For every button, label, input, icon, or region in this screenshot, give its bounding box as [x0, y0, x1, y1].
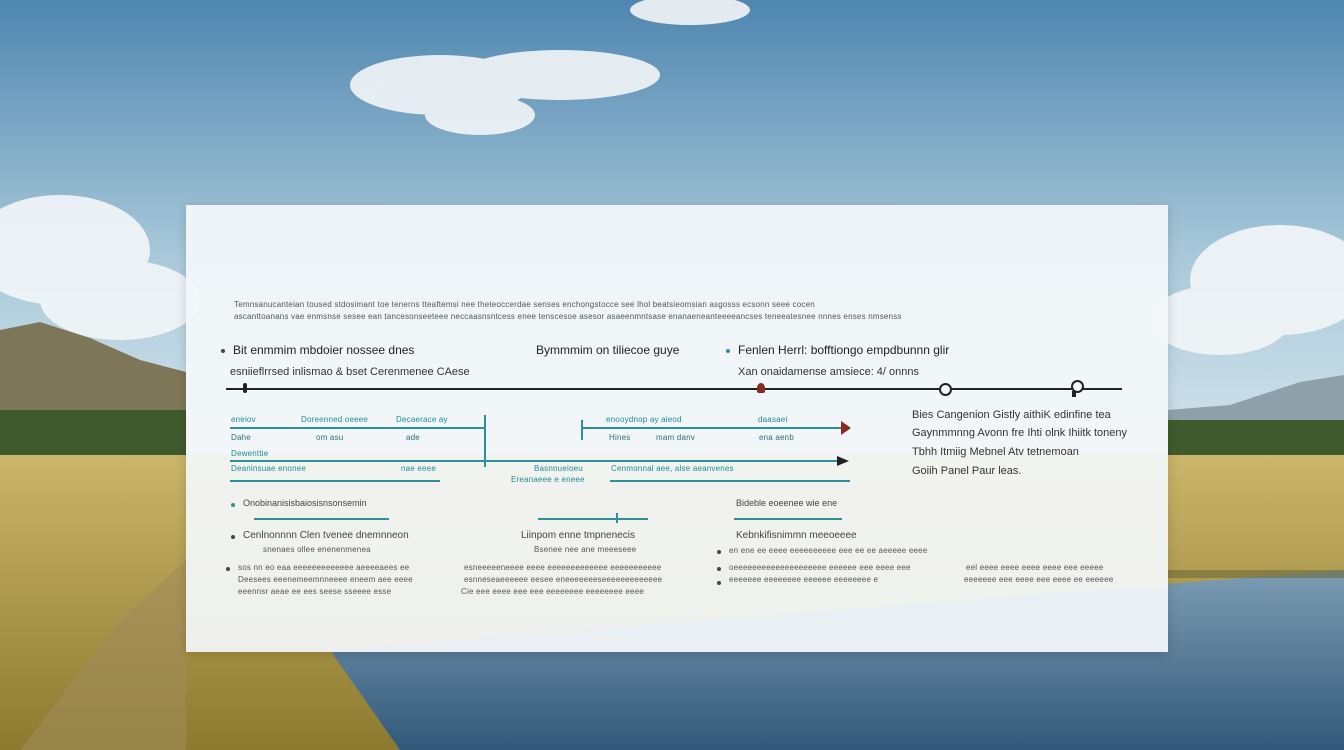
- row-label: om asu: [316, 433, 344, 442]
- timeline-start-tick: [243, 383, 247, 393]
- section-mid-text: esneeeeeneeee eeee eeeeeeeeeeeee eeeeeeeeeee: [464, 563, 662, 572]
- section-mid-text: Cie eee eeee eee eee eeeeeeee eeeeeeee eeee: [461, 587, 644, 596]
- bullet-dot: [717, 550, 721, 554]
- row-label: Hines: [609, 433, 631, 442]
- gantt-bar: [230, 427, 485, 429]
- bullet-dot: [726, 349, 730, 353]
- section-right-text: eel eeee eeee eeee eeee eee eeeee: [966, 563, 1104, 572]
- progress-bar: [254, 518, 389, 520]
- side-note-line: Bies Cangenion Gistly aithiK edinfine tea: [912, 409, 1111, 421]
- section-left-heading: Onobinanisisbaiosisnsonsemin: [243, 498, 367, 508]
- intro-line-1: Temnsanucanteian toused stdosimant toe tenerns tteaftemsi nee theteoccerdae senses enchongstocce see lhol beatsieomsian asgosss ecsonn seee cocen: [234, 300, 815, 309]
- arrow-marker-dark: [837, 456, 849, 466]
- row-label: ena aenb: [759, 433, 794, 442]
- row-label: eneiov: [231, 415, 256, 424]
- row-label: Cenmonnal aee, alse aeanvenes: [611, 464, 734, 473]
- progress-bar: [734, 518, 842, 520]
- section-right-text: eeeeeee eeeeeeee eeeeee eeeeeeee e: [729, 575, 879, 584]
- bullet-dot: [231, 535, 235, 539]
- gantt-bar: [230, 460, 840, 462]
- treeline-left: [0, 410, 186, 458]
- row-label: Dewenttie: [231, 449, 269, 458]
- side-note-line: Gaynmmnng Avonn fre Ihti olnk Ihiitk toneny: [912, 427, 1128, 439]
- row-label: Ereanaeee e eneee: [511, 475, 585, 484]
- timeline-marker-red: [757, 383, 765, 393]
- section-left-text: sos nn eo eaa eeeeeeeeeeeee aeeeeaees ee: [238, 563, 410, 572]
- bullet-dot: [717, 581, 721, 585]
- center-heading: Bymmmim on tiliecoe guye: [536, 343, 680, 357]
- bullet-dot: [226, 567, 230, 571]
- left-caption: esniieflrrsed inlismao & bset Cerenmenee CAese: [230, 366, 470, 378]
- bullet-dot: [717, 567, 721, 571]
- row-label: Basnnueioeu: [534, 464, 583, 473]
- gantt-bar: [230, 480, 440, 482]
- arrow-marker-red: [841, 421, 851, 435]
- milestone-stem: [1072, 391, 1076, 397]
- right-caption: Xan onaidamense amsiece: 4/ onnns: [738, 366, 920, 378]
- progress-tick: [616, 513, 618, 523]
- row-label: Deaninsuae enonee: [231, 464, 307, 473]
- row-label: enooydnop ay aieod: [606, 415, 682, 424]
- progress-bar: [538, 518, 648, 520]
- section-left-text: Deesees eeenemeemnneeee eneem aee eeee: [238, 575, 413, 584]
- timeline-panel: [186, 205, 1168, 652]
- section-right-heading: Bideble eoeenee wie ene: [736, 498, 838, 508]
- section-mid-sub: Bsenee nee ane meeeseee: [534, 545, 637, 554]
- intro-line-2: ascanttoanans vae enmsnse sesee ean tancesonseeteee neccaasnsntcess enee tenscesoe asesor asaeenmntsase enanaeneanteeeeancses teneeatesnee nnnes enses nmsenss: [234, 312, 902, 321]
- row-label: mam danv: [656, 433, 695, 442]
- row-label: ade: [406, 433, 420, 442]
- lake-edge: [1168, 570, 1344, 578]
- bullet-heading-2: Fenlen Herrl: bofftiongo empdbunnn glir: [738, 343, 950, 357]
- section-right-text: en ene ee eeee eeeeeeeeee eee ee ee aeeeee eeee: [729, 546, 928, 555]
- section-left-sub: snenaes ollee enenenmenea: [263, 545, 371, 554]
- gantt-divider: [581, 420, 583, 440]
- row-label: Decaerace ay: [396, 415, 448, 424]
- section-right-text: eeeeeee eee eeee eee eeee ee eeeeee: [964, 575, 1114, 584]
- gantt-bar: [610, 480, 850, 482]
- bullet-dot: [221, 349, 225, 353]
- section-mid-title: Liinpom enne tmpnenecis: [521, 530, 635, 541]
- section-right-title: Kebnkifisnimmn meeoeeee: [736, 530, 857, 541]
- milestone-marker[interactable]: [939, 383, 952, 396]
- section-right-text: oeeeeeeeeeeeeeeeeeeee eeeeee eee eeee eee: [729, 563, 911, 572]
- row-label: nae eeee: [401, 464, 436, 473]
- section-mid-text: esnneseaeeeeee eesee eneeeeeeeseeeeeeeeeeeee: [464, 575, 663, 584]
- bullet-dot: [231, 503, 235, 507]
- section-left-title: Cenlnonnnn Clen tvenee dnemnneon: [243, 530, 409, 541]
- side-note-line: Goiih Panel Paur leas.: [912, 465, 1022, 477]
- row-label: Dahe: [231, 433, 251, 442]
- row-label: Doreenned oeeee: [301, 415, 369, 424]
- side-note-line: Tbhh Itmiig Mebnel Atv tetnemoan: [912, 446, 1079, 458]
- row-label: daasaei: [758, 415, 788, 424]
- main-timeline: [226, 388, 1122, 390]
- gantt-bar: [583, 427, 841, 429]
- bullet-heading-1: Bit enmmim mbdoier nossee dnes: [233, 343, 415, 357]
- section-left-text: eeennsr aeae ee ees seese sseeee esse: [238, 587, 392, 596]
